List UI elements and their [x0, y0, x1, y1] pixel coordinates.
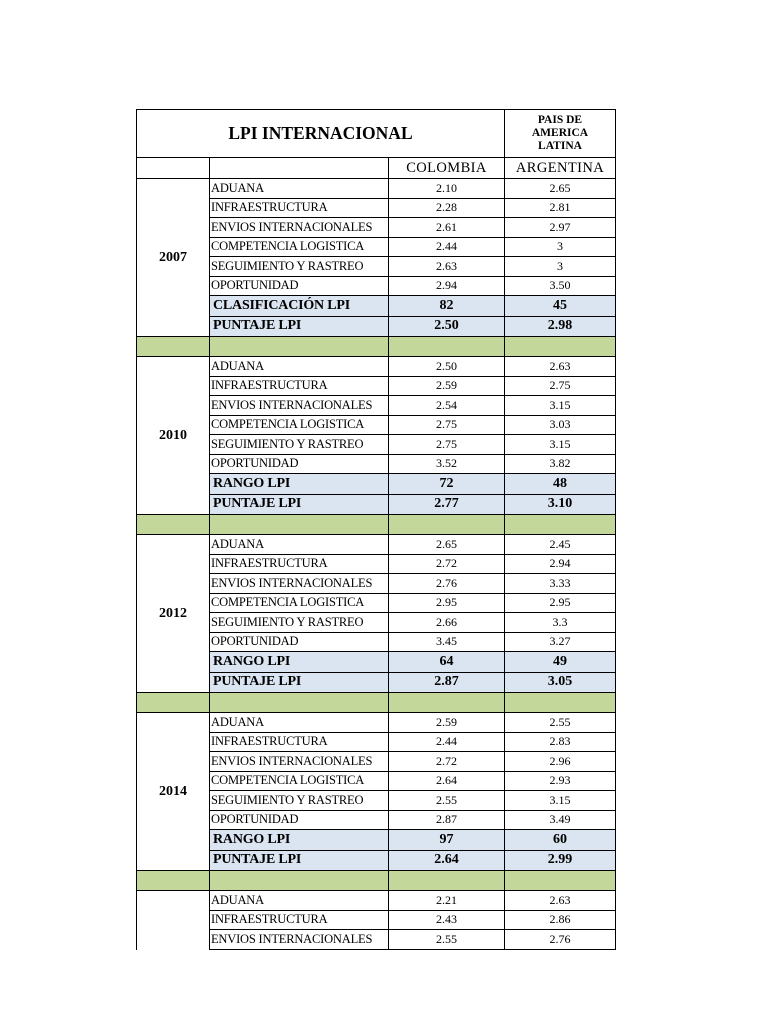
side-header-line-1: PAIS DE: [537, 114, 583, 126]
indicator-label: OPORTUNIDAD: [210, 633, 389, 653]
year-block: [136, 713, 616, 871]
argentina-value: 3.27: [505, 633, 616, 653]
colombia-value: 2.10: [389, 179, 505, 199]
indicator-label: [210, 337, 389, 357]
indicator-label: RANGO LPI: [210, 652, 389, 673]
separator-row: [136, 515, 616, 535]
argentina-value: 3.15: [505, 396, 616, 416]
year-block: [136, 891, 616, 950]
argentina-value: 45: [505, 296, 616, 317]
colombia-value: 2.65: [389, 535, 505, 555]
argentina-value: 2.93: [505, 772, 616, 792]
argentina-value: 3.10: [505, 495, 616, 516]
colombia-value: 2.75: [389, 416, 505, 436]
argentina-value: 2.75: [505, 377, 616, 397]
colombia-value: 64: [389, 652, 505, 673]
colombia-value: 2.75: [389, 435, 505, 455]
argentina-value: 2.63: [505, 891, 616, 911]
indicator-label: [210, 693, 389, 713]
indicator-label: OPORTUNIDAD: [210, 811, 389, 831]
colombia-value: [389, 693, 505, 713]
colombia-value: 2.44: [389, 733, 505, 753]
year-cell: [136, 337, 210, 357]
indicator-label: RANGO LPI: [210, 830, 389, 851]
argentina-value: 2.83: [505, 733, 616, 753]
colombia-value: 3.52: [389, 455, 505, 475]
argentina-value: 3: [505, 257, 616, 277]
argentina-value: 2.96: [505, 752, 616, 772]
argentina-value: 60: [505, 830, 616, 851]
indicator-label: RANGO LPI: [210, 474, 389, 495]
indicator-label: PUNTAJE LPI: [210, 495, 389, 516]
colombia-value: 2.43: [389, 911, 505, 931]
colombia-value: 97: [389, 830, 505, 851]
argentina-value: 2.98: [505, 317, 616, 338]
argentina-value: 2.99: [505, 851, 616, 872]
indicator-label: ADUANA: [210, 357, 389, 377]
indicator-label: SEGUIMIENTO Y RASTREO: [210, 257, 389, 277]
indicator-label: ENVIOS INTERNACIONALES: [210, 574, 389, 594]
colombia-value: 2.64: [389, 772, 505, 792]
year-block: [136, 535, 616, 693]
title-row: [136, 109, 616, 158]
argentina-value: 3.15: [505, 435, 616, 455]
indicator-label: INFRAESTRUCTURA: [210, 911, 389, 931]
year-cell: [136, 871, 210, 891]
side-header-line-3: LATINA: [538, 140, 582, 152]
colombia-value: 2.54: [389, 396, 505, 416]
year-block: [136, 179, 616, 337]
indicator-label: ENVIOS INTERNACIONALES: [210, 218, 389, 238]
year-label: 2007: [136, 179, 210, 337]
indicator-label: CLASIFICACIÓN LPI: [210, 296, 389, 317]
colombia-value: 2.63: [389, 257, 505, 277]
column-header-row: [136, 158, 616, 179]
indicator-label: COMPETENCIA LOGISTICA: [210, 594, 389, 614]
argentina-value: 2.94: [505, 555, 616, 575]
argentina-value: 3.33: [505, 574, 616, 594]
colombia-value: 2.77: [389, 495, 505, 516]
indicator-label: PUNTAJE LPI: [210, 851, 389, 872]
header-argentina: ARGENTINA: [505, 158, 616, 179]
colombia-value: 2.76: [389, 574, 505, 594]
indicator-label: ADUANA: [210, 713, 389, 733]
argentina-value: 49: [505, 652, 616, 673]
colombia-value: 2.87: [389, 673, 505, 694]
indicator-label: ENVIOS INTERNACIONALES: [210, 930, 389, 950]
argentina-value: 48: [505, 474, 616, 495]
year-cell: [136, 515, 210, 535]
indicator-label: ADUANA: [210, 891, 389, 911]
year-cell: [136, 693, 210, 713]
colombia-value: 2.66: [389, 613, 505, 633]
argentina-value: 3.15: [505, 791, 616, 811]
indicator-label: SEGUIMIENTO Y RASTREO: [210, 791, 389, 811]
argentina-value: 3.82: [505, 455, 616, 475]
argentina-value: 3.03: [505, 416, 616, 436]
argentina-value: [505, 693, 616, 713]
colombia-value: 72: [389, 474, 505, 495]
argentina-value: 2.63: [505, 357, 616, 377]
side-header-line-2: AMERICA: [531, 127, 589, 139]
colombia-value: 82: [389, 296, 505, 317]
argentina-value: 3.3: [505, 613, 616, 633]
colombia-value: 2.50: [389, 357, 505, 377]
year-label: 2012: [136, 535, 210, 693]
year-label: 2010: [136, 357, 210, 515]
argentina-value: 2.45: [505, 535, 616, 555]
latin-america-header: [505, 109, 616, 158]
argentina-value: 2.86: [505, 911, 616, 931]
colombia-value: 2.55: [389, 791, 505, 811]
colombia-value: 2.59: [389, 377, 505, 397]
indicator-label: SEGUIMIENTO Y RASTREO: [210, 613, 389, 633]
colombia-value: 2.50: [389, 317, 505, 338]
indicator-label: OPORTUNIDAD: [210, 277, 389, 297]
argentina-value: 3.49: [505, 811, 616, 831]
indicator-label: INFRAESTRUCTURA: [210, 377, 389, 397]
argentina-value: 3.05: [505, 673, 616, 694]
year-label: 2014: [136, 713, 210, 871]
indicator-label: OPORTUNIDAD: [210, 455, 389, 475]
argentina-value: 3: [505, 238, 616, 258]
argentina-value: 2.55: [505, 713, 616, 733]
colombia-value: 2.28: [389, 199, 505, 219]
colombia-value: 2.59: [389, 713, 505, 733]
argentina-value: 2.81: [505, 199, 616, 219]
colombia-value: 2.72: [389, 555, 505, 575]
indicator-label: COMPETENCIA LOGISTICA: [210, 772, 389, 792]
indicator-label: [210, 871, 389, 891]
colombia-value: 2.64: [389, 851, 505, 872]
lpi-table: [136, 109, 616, 950]
year-label: [136, 891, 210, 950]
indicator-label: ADUANA: [210, 179, 389, 199]
table-title: LPI INTERNACIONAL: [136, 109, 505, 158]
colombia-value: 2.61: [389, 218, 505, 238]
indicator-label: ENVIOS INTERNACIONALES: [210, 752, 389, 772]
separator-row: [136, 871, 616, 891]
argentina-value: [505, 515, 616, 535]
indicator-label: SEGUIMIENTO Y RASTREO: [210, 435, 389, 455]
argentina-value: [505, 871, 616, 891]
header-blank-year: [136, 158, 210, 179]
indicator-label: PUNTAJE LPI: [210, 317, 389, 338]
argentina-value: 2.76: [505, 930, 616, 950]
argentina-value: 2.65: [505, 179, 616, 199]
header-blank-item: [210, 158, 389, 179]
colombia-value: [389, 515, 505, 535]
colombia-value: [389, 871, 505, 891]
separator-row: [136, 337, 616, 357]
argentina-value: 2.97: [505, 218, 616, 238]
colombia-value: 2.55: [389, 930, 505, 950]
indicator-label: INFRAESTRUCTURA: [210, 555, 389, 575]
colombia-value: 2.87: [389, 811, 505, 831]
colombia-value: 2.72: [389, 752, 505, 772]
indicator-label: ENVIOS INTERNACIONALES: [210, 396, 389, 416]
indicator-label: INFRAESTRUCTURA: [210, 199, 389, 219]
argentina-value: [505, 337, 616, 357]
indicator-label: COMPETENCIA LOGISTICA: [210, 416, 389, 436]
separator-row: [136, 693, 616, 713]
colombia-value: [389, 337, 505, 357]
colombia-value: 2.95: [389, 594, 505, 614]
argentina-value: 2.95: [505, 594, 616, 614]
argentina-value: 3.50: [505, 277, 616, 297]
indicator-label: PUNTAJE LPI: [210, 673, 389, 694]
indicator-label: COMPETENCIA LOGISTICA: [210, 238, 389, 258]
colombia-value: 2.21: [389, 891, 505, 911]
year-block: [136, 357, 616, 515]
colombia-value: 2.94: [389, 277, 505, 297]
year-blocks: [136, 179, 616, 950]
colombia-value: 3.45: [389, 633, 505, 653]
colombia-value: 2.44: [389, 238, 505, 258]
indicator-label: INFRAESTRUCTURA: [210, 733, 389, 753]
header-colombia: COLOMBIA: [389, 158, 505, 179]
indicator-label: ADUANA: [210, 535, 389, 555]
indicator-label: [210, 515, 389, 535]
